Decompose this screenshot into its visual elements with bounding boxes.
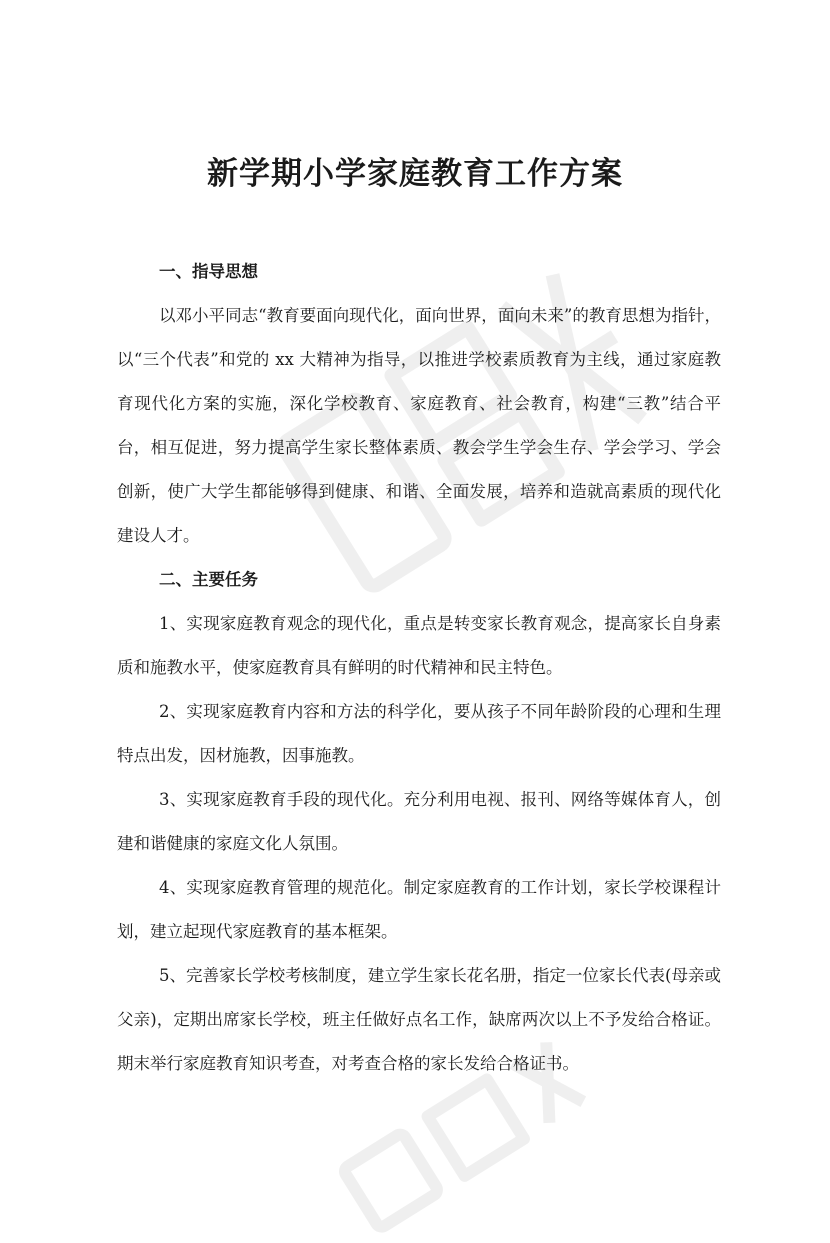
paragraph-task-5: 5、完善家长学校考核制度，建立学生家长花名册，指定一位家长代表(母亲或父亲)，定期出席家长学校，班主任做好点名工作，缺席两次以上不予发给合格证。期末举行家庭教育知识考查，对考查合格的家长发给合格证书。 xyxy=(117,966,721,1073)
paragraph-task-3: 3、实现家庭教育手段的现代化。充分利用电视、报刊、网络等媒体育人，创建和谐健康的家庭文化人氛围。 xyxy=(117,790,721,853)
paragraph-task-4: 4、实现家庭教育管理的规范化。制定家庭教育的工作计划，家长学校课程计划，建立起现代家庭教育的基本框架。 xyxy=(117,878,721,941)
section-heading-main-tasks: 二、主要任务 xyxy=(159,570,258,589)
section-heading-guiding-ideology: 一、指导思想 xyxy=(159,262,258,281)
paragraph-guiding-ideology: 以邓小平同志“教育要面向现代化，面向世界，面向未来”的教育思想为指针，以“三个代表”和党的 xx 大精神为指导，以推进学校素质教育为主线，通过家庭教育现代化方案的实施，深化学校教育、家庭教育、社会教育，构建“三教”结合平台，相互促进，努力提高学生家长整体素质、教会学生学会生存、学会学习、学会创新，使广大学生都能够得到健康、和谐、全面发展，培养和造就高素质的现代化建设人才。 xyxy=(117,306,721,545)
document-title: 新学期小学家庭教育工作方案 xyxy=(207,155,623,192)
paragraph-task-1: 1、实现家庭教育观念的现代化，重点是转变家长教育观念，提高家长自身素质和施教水平，使家庭教育具有鲜明的时代精神和民主特色。 xyxy=(117,614,721,677)
document-body xyxy=(117,250,721,1086)
paragraph-task-2: 2、实现家庭教育内容和方法的科学化，要从孩子不同年龄阶段的心理和生理特点出发，因材施教，因事施教。 xyxy=(117,702,721,765)
